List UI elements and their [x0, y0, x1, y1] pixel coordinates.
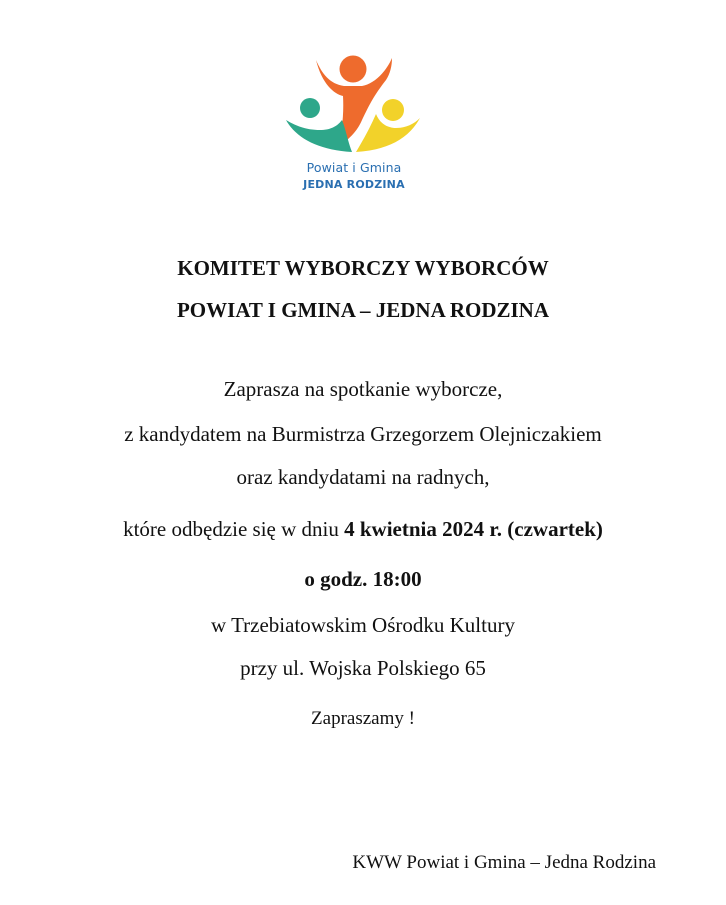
invitation-line2: z kandydatem na Burmistrza Grzegorzem Olejniczakiem — [124, 422, 602, 446]
logo-text-line1: Powiat i Gmina — [306, 160, 402, 175]
logo-green-body — [286, 120, 352, 152]
family-logo-graphic — [282, 50, 426, 160]
signature: KWW Powiat i Gmina – Jedna Rodzina — [352, 852, 656, 873]
logo-orange-head — [340, 56, 367, 83]
event-place-line2: przy ul. Wojska Polskiego 65 — [240, 656, 486, 680]
logo-yellow-head — [382, 99, 404, 121]
heading-line2: POWIAT I GMINA – JEDNA RODZINA — [176, 298, 549, 322]
invitation-line3: oraz kandydatami na radnych, — [236, 465, 490, 489]
logo-green-head — [300, 98, 320, 118]
invitation-date-line — [0, 517, 726, 542]
logo — [282, 50, 426, 196]
invitation-line1: Zaprasza na spotkanie wyborcze, — [223, 377, 503, 401]
logo-text-line2: JEDNA RODZINA — [303, 178, 405, 191]
heading-line1: KOMITET WYBORCZY WYBORCÓW — [177, 256, 549, 280]
closing-text: Zapraszamy ! — [311, 708, 415, 729]
event-time: o godz. 18:00 — [304, 567, 422, 591]
date-prefix: które odbędzie się w dniu — [123, 517, 345, 541]
event-place-line1: w Trzebiatowskim Ośrodku Kultury — [211, 613, 515, 637]
event-date: 4 kwietnia 2024 r. (czwartek) — [344, 517, 603, 541]
